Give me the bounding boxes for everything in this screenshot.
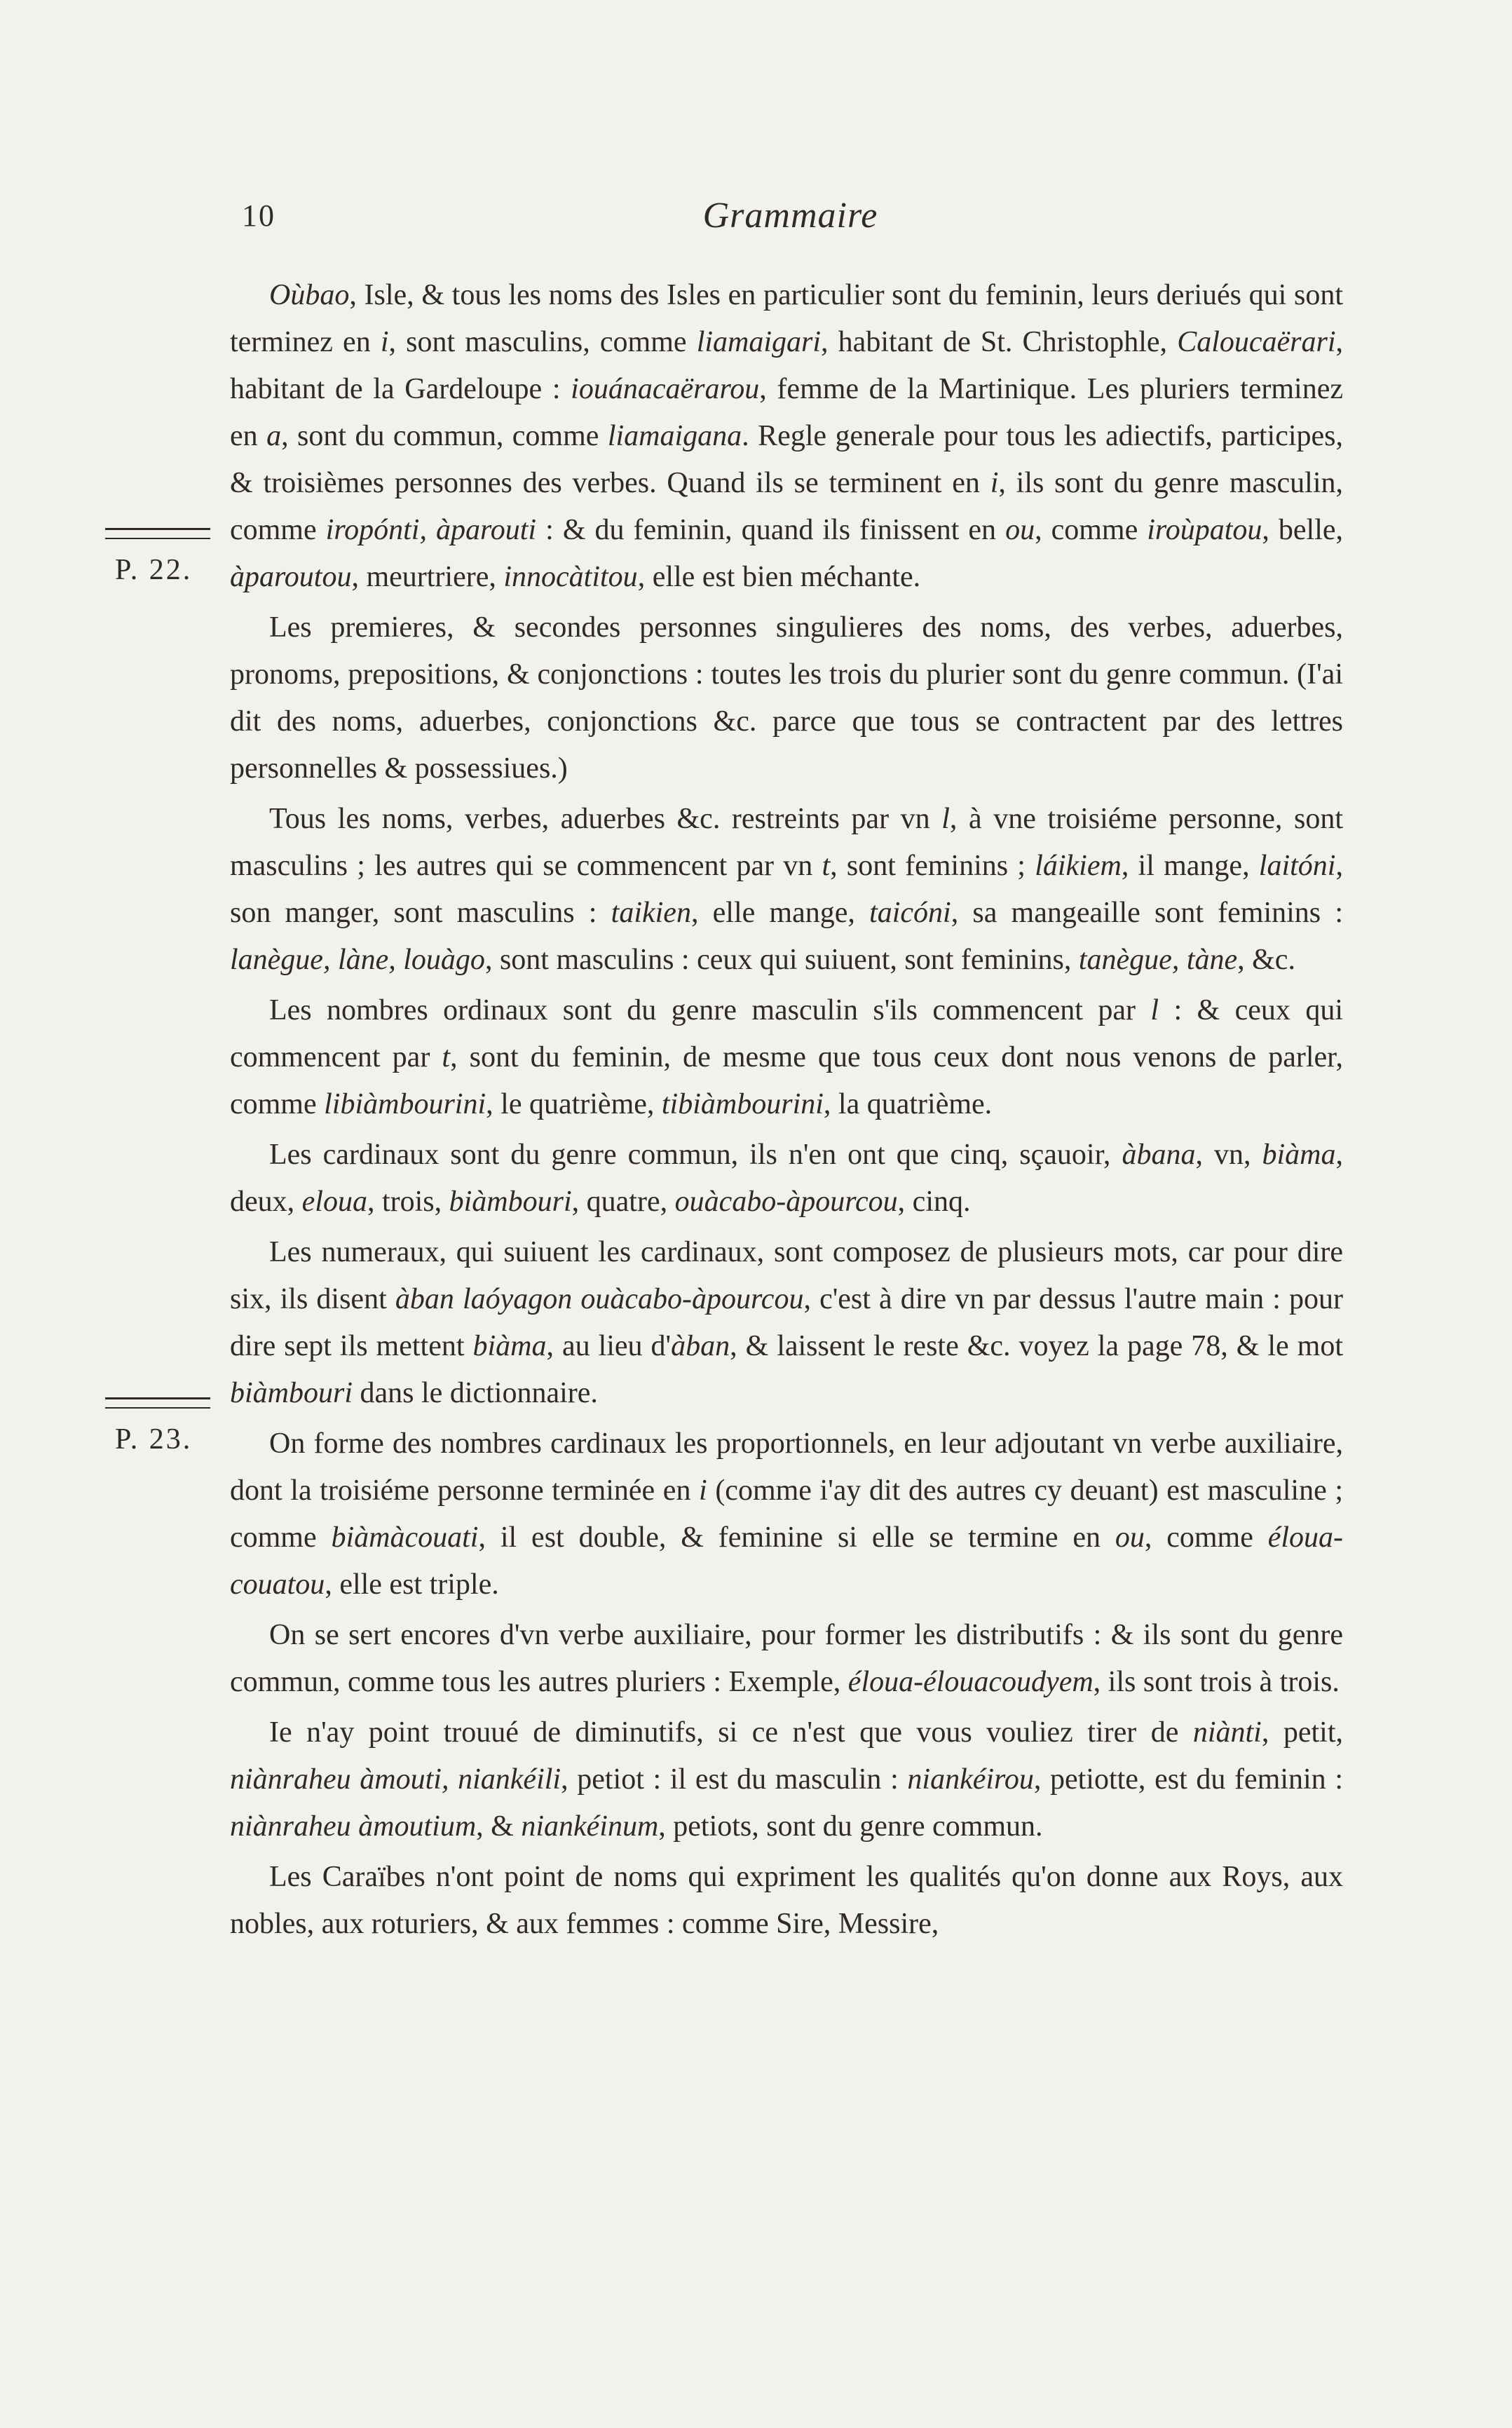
italic-term: àbana (1122, 1139, 1196, 1171)
italic-term: iroùpatou (1147, 514, 1262, 546)
italic-term: ou (1005, 514, 1035, 546)
paragraph (230, 796, 1343, 984)
text-run: , il est double, & feminine si elle se termine en (478, 1521, 1115, 1554)
italic-term: àban (671, 1330, 730, 1362)
text-run: , sont feminins ; (830, 850, 1035, 882)
text-run: , il mange, (1121, 850, 1259, 882)
italic-term: l (941, 803, 950, 835)
text-run: , petiot : il est du masculin : (561, 1763, 908, 1796)
paragraph (230, 1709, 1343, 1850)
text-run: , elle est triple. (325, 1568, 499, 1601)
italic-term: niànraheu àmouti, niankéili (230, 1763, 561, 1796)
text-run: : & ceux qui commencent par (230, 994, 1343, 1073)
text-run: , cinq. (897, 1186, 971, 1218)
body-text (230, 272, 1343, 1951)
paragraph (230, 272, 1343, 601)
italic-term: iropónti, àparouti (325, 514, 537, 546)
text-run: , meurtriere, (351, 561, 504, 593)
text-run: , elle est bien méchante. (637, 561, 921, 593)
italic-term: tanègue, tàne (1078, 944, 1238, 976)
text-run: , comme (1144, 1521, 1268, 1554)
text-run: , ils sont du genre masculin, comme (230, 467, 1344, 546)
text-run: , vn, (1195, 1139, 1262, 1171)
text-run: (comme i'ay dit des autres cy deuant) est masculine ; comme (230, 1474, 1343, 1554)
italic-term: biàma (472, 1330, 547, 1362)
italic-term: a (266, 420, 282, 452)
italic-term: éloua-couatou (230, 1521, 1344, 1601)
margin-label: P. 23. (115, 1423, 193, 1456)
text-run: , petiots, sont du genre commun. (658, 1810, 1043, 1843)
margin-reference-p23 (105, 1397, 210, 1456)
italic-term: t (822, 850, 831, 882)
text-run: , Isle, & tous les noms des Isles en particulier sont du feminin, leurs deriués qui sont terminez en (230, 279, 1343, 358)
text-run: , elle mange, (690, 897, 870, 929)
text-run: Tous les noms, verbes, aduerbes &c. restreints par vn (269, 803, 942, 835)
paragraph (230, 1229, 1343, 1417)
text-run: , à vne troisiéme personne, sont masculins ; les autres qui se commencent par vn (230, 803, 1344, 882)
italic-term: éloua-élouacoudyem (847, 1666, 1094, 1698)
text-run: , ils sont trois à trois. (1093, 1666, 1340, 1698)
italic-term: i (699, 1474, 707, 1507)
text-run: , & (476, 1810, 522, 1843)
margin-rule (105, 528, 210, 539)
text-run: Les numeraux, qui suiuent les cardinaux, sont composez de plusieurs mots, car pour dire six, ils disent (230, 1236, 1343, 1315)
italic-term: iouánacaërarou (571, 373, 760, 405)
text-run: On se sert encores d'vn verbe auxiliaire, pour former les distributifs : & ils sont du genre commun, comme tous les autres pluriers : Exemple, (230, 1619, 1343, 1698)
text-run: , sont masculins, comme (388, 326, 697, 358)
text-run: , le quatrième, (486, 1088, 662, 1120)
italic-term: taicóni (869, 897, 951, 929)
margin-label: P. 22. (115, 554, 193, 586)
paragraph (230, 604, 1343, 792)
italic-term: niànraheu àmoutium (230, 1810, 477, 1843)
italic-term: niankéirou (907, 1763, 1034, 1796)
italic-term: laitóni (1258, 850, 1336, 882)
text-run: Les nombres ordinaux sont du genre masculin s'ils commencent par (269, 994, 1151, 1026)
text-run: , petiotte, est du feminin : (1033, 1763, 1343, 1796)
paragraph (230, 1132, 1343, 1226)
italic-term: liamaigana (607, 420, 742, 452)
italic-term: i (990, 467, 999, 499)
text-run: , au lieu d' (546, 1330, 672, 1362)
text-run: , habitant de la Gardeloupe : (230, 326, 1344, 405)
text-run: : & du feminin, quand ils finissent en (536, 514, 1006, 546)
text-run: , femme de la Martinique. Les pluriers terminez en (230, 373, 1343, 452)
margin-reference-p22 (105, 528, 210, 587)
text-run: Les cardinaux sont du genre commun, ils n'en ont que cinq, sçauoir, (269, 1139, 1122, 1171)
italic-term: Oùbao (269, 279, 350, 311)
italic-term: Caloucaërari (1177, 326, 1336, 358)
text-run: , habitant de St. Christophle, (821, 326, 1178, 358)
text-run: , sont masculins : ceux qui suiuent, sont feminins, (484, 944, 1079, 976)
text-run: , &c. (1237, 944, 1295, 976)
italic-term: lanègue, làne, louàgo (230, 944, 485, 976)
italic-term: eloua (301, 1186, 367, 1218)
page-header (242, 198, 1339, 247)
text-run: , c'est à dire vn par dessus l'autre main : pour dire sept ils mettent (230, 1283, 1343, 1362)
italic-term: biàmbouri (449, 1186, 572, 1218)
text-run: Les premieres, & secondes personnes singulieres des noms, des verbes, aduerbes, pronoms, prepositions, & conjonctions : toutes les trois du plurier sont du genre commun. (I'ai dit des noms, aduerbes, conjonctions &c. parce que tous se contractent par des lettres personnelles & possessiues.) (230, 611, 1343, 785)
text-run: , sa mangeaille sont feminins : (951, 897, 1343, 929)
text-run: , deux, (230, 1139, 1343, 1218)
italic-term: innocàtitou (503, 561, 638, 593)
text-run: , sont du commun, comme (281, 420, 608, 452)
page-number: 10 (242, 198, 275, 233)
paragraph (230, 1420, 1343, 1608)
text-run: , petit, (1261, 1716, 1343, 1749)
text-run: , la quatrième. (823, 1088, 993, 1120)
text-run: , quatre, (571, 1186, 675, 1218)
italic-term: niankéinum (521, 1810, 659, 1843)
italic-term: biàmbouri (230, 1377, 353, 1409)
italic-term: niànti (1192, 1716, 1262, 1749)
italic-term: ou (1115, 1521, 1145, 1554)
text-run: On forme des nombres cardinaux les proportionnels, en leur adjoutant vn verbe auxiliaire, dont la troisiéme personne terminée en (230, 1427, 1343, 1507)
italic-term: i (380, 326, 389, 358)
text-run: . Regle generale pour tous les adiectifs, participes, & troisièmes personnes des verbes. Quand ils se terminent en (230, 420, 1343, 499)
text-run: Ie n'ay point trouué de diminutifs, si ce n'est que vous vouliez tirer de (269, 1716, 1193, 1749)
italic-term: ouàcabo-àpourcou (674, 1186, 898, 1218)
paragraph (230, 1612, 1343, 1706)
italic-term: t (442, 1041, 451, 1073)
margin-rule (105, 1397, 210, 1409)
paragraph (230, 1854, 1343, 1948)
text-run: , & laissent le reste &c. voyez la page 78, & le mot (730, 1330, 1343, 1362)
italic-term: libiàmbourini (324, 1088, 486, 1120)
text-run: , trois, (367, 1186, 449, 1218)
italic-term: àban laóyagon ouàcabo-àpourcou (395, 1283, 804, 1315)
italic-term: tibiàmbourini (661, 1088, 824, 1120)
italic-term: biàma (1262, 1139, 1336, 1171)
text-run: Les Caraïbes n'ont point de noms qui expriment les qualités qu'on donne aux Roys, aux nobles, aux roturiers, & aux femmes : comme Sire, Messire, (230, 1861, 1343, 1940)
italic-term: biàmàcouati (331, 1521, 479, 1554)
running-title: Grammaire (702, 196, 878, 236)
text-run: , comme (1035, 514, 1147, 546)
text-run: , belle, (1262, 514, 1344, 546)
text-run: , son manger, sont masculins : (230, 850, 1343, 929)
italic-term: taikien (611, 897, 691, 929)
text-run: dans le dictionnaire. (353, 1377, 598, 1409)
italic-term: àparoutou (230, 561, 352, 593)
italic-term: l (1150, 994, 1159, 1026)
italic-term: liamaigari (696, 326, 822, 358)
paragraph (230, 987, 1343, 1128)
italic-term: láikiem (1035, 850, 1122, 882)
text-run: , sont du feminin, de mesme que tous ceux dont nous venons de parler, comme (230, 1041, 1343, 1120)
